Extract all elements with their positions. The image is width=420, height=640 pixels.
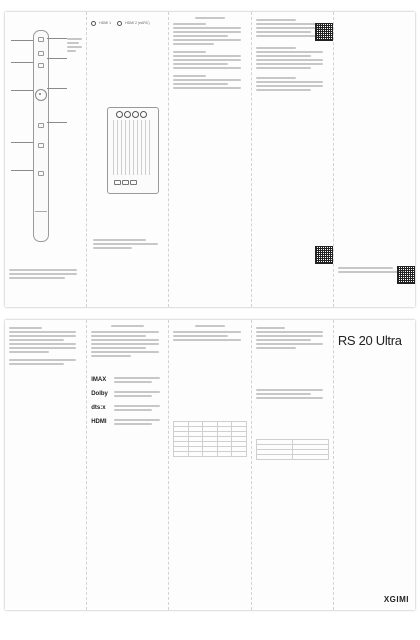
lens-icon — [116, 111, 123, 118]
remote-callout-notes — [67, 36, 83, 54]
callout-line — [11, 62, 33, 63]
section-heading-placeholder — [173, 75, 206, 77]
imax-logo: IMAX — [91, 377, 107, 383]
port-icon — [122, 180, 129, 185]
volume-button-illustration — [38, 171, 44, 176]
panel-title-placeholder — [111, 325, 144, 327]
setup-notes — [93, 237, 163, 251]
callout-line — [47, 122, 67, 123]
home-button-illustration — [38, 143, 44, 148]
qr-code — [398, 267, 414, 283]
panel-projector-ports — [87, 12, 169, 307]
callout-line — [47, 58, 67, 59]
settings-button-illustration — [38, 51, 44, 56]
panel-spec-table — [169, 320, 251, 610]
port-icon — [117, 21, 122, 26]
cert-hdmi — [91, 417, 164, 427]
cert-dts — [91, 403, 164, 413]
section-heading-placeholder — [173, 23, 206, 25]
dts-logo: dts:x — [91, 405, 106, 411]
manual-sheet-back — [5, 320, 415, 610]
section-heading-placeholder — [256, 327, 285, 329]
back-button-illustration — [38, 123, 44, 128]
panel-front-cover — [334, 320, 415, 610]
specification-table — [173, 421, 246, 457]
qr-code — [316, 247, 332, 263]
sensor-icon — [124, 111, 131, 118]
panel-remote-diagram — [5, 12, 87, 307]
dolby-logo: Dolby — [91, 391, 108, 397]
remote-notes — [9, 267, 83, 281]
panel-safety — [5, 320, 87, 610]
port-legend — [91, 21, 164, 26]
section-heading-placeholder — [256, 47, 296, 49]
port-icon — [114, 180, 121, 185]
callout-line — [11, 90, 33, 91]
hdmi-label: HDMI 1 — [99, 21, 112, 25]
power-button-illustration — [38, 37, 44, 42]
speaker-grille — [113, 120, 153, 175]
port-icon — [91, 21, 96, 26]
callout-line — [47, 88, 67, 89]
callout-line — [11, 170, 33, 171]
section-heading-placeholder — [9, 327, 42, 329]
sensor-icon — [140, 111, 147, 118]
cert-dolby — [91, 389, 164, 399]
callout-line — [47, 38, 67, 39]
section-heading-placeholder — [173, 51, 206, 53]
projector-illustration — [107, 107, 159, 194]
brand-logo: XGIMI — [383, 595, 410, 604]
panel-certifications — [87, 320, 169, 610]
remote-control-illustration — [33, 30, 49, 242]
section-heading-placeholder — [256, 19, 296, 21]
panel-back-cover — [334, 12, 415, 307]
remote-logo-line — [35, 211, 47, 212]
panel-warranty — [252, 320, 334, 610]
warranty-table — [256, 439, 329, 460]
manual-sheet-front — [5, 12, 415, 307]
sensor-icon — [132, 111, 139, 118]
callout-line — [11, 142, 33, 143]
panel-support — [252, 12, 334, 307]
hdmi-logo: HDMI — [91, 419, 107, 425]
panel-title-placeholder — [195, 17, 224, 19]
input-button-illustration — [38, 63, 44, 68]
ok-button-illustration — [39, 93, 41, 95]
panel-title-placeholder — [195, 325, 224, 327]
product-title: RS 20 Ultra — [337, 333, 402, 348]
hdmi-earc-label: HDMI 2 (eARC) — [125, 21, 150, 25]
port-icon — [130, 180, 137, 185]
qr-code — [316, 24, 332, 40]
cert-list — [91, 375, 164, 427]
cert-imax — [91, 375, 164, 385]
dpad-illustration — [35, 89, 47, 101]
panel-instructions — [169, 12, 251, 307]
callout-line — [11, 40, 33, 41]
section-heading-placeholder — [256, 77, 296, 79]
